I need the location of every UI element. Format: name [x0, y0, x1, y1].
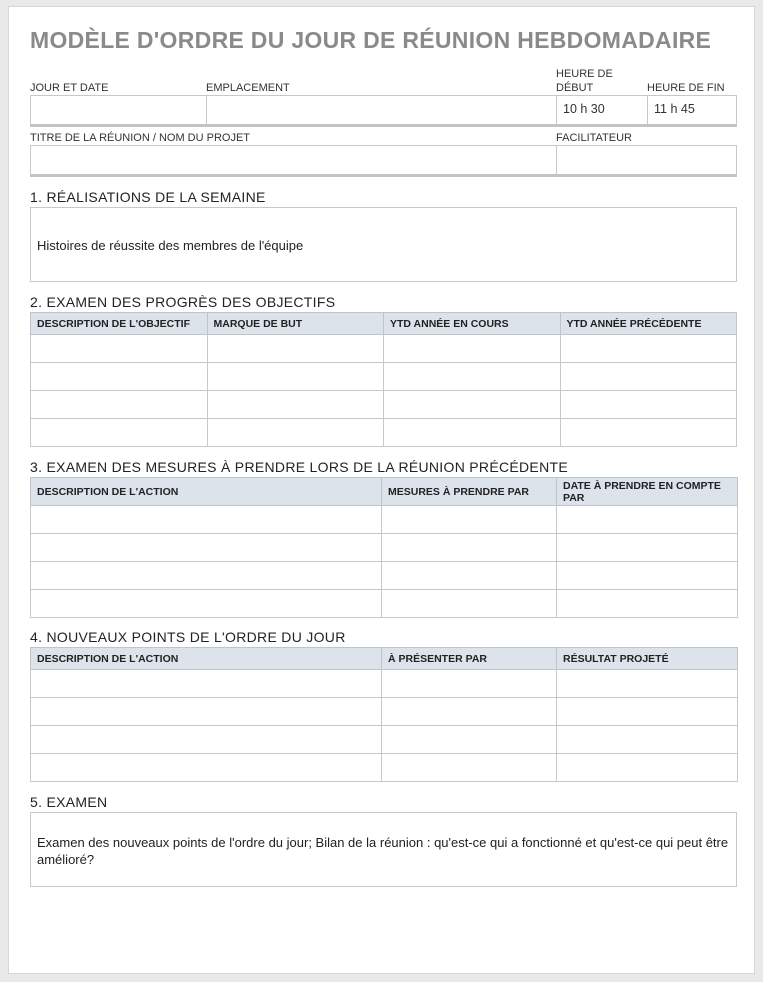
table-cell[interactable]: [382, 670, 557, 698]
table-cell[interactable]: [560, 391, 737, 419]
section1-notes[interactable]: [30, 207, 737, 282]
table-cell[interactable]: [31, 698, 382, 726]
table-row: [31, 534, 738, 562]
table-row: [31, 590, 738, 618]
table-cell[interactable]: [31, 534, 382, 562]
table-row: [31, 335, 737, 363]
column-header: RÉSULTAT PROJETÉ: [557, 648, 738, 670]
column-header: YTD ANNÉE PRÉCÉDENTE: [560, 313, 737, 335]
table-row: [31, 363, 737, 391]
table-cell[interactable]: [207, 335, 384, 363]
end-time-label: HEURE DE FIN: [647, 82, 725, 94]
table-header-row: [31, 648, 738, 670]
table-cell[interactable]: [557, 562, 738, 590]
end-time-field[interactable]: [647, 95, 737, 127]
section4-title: 4. NOUVEAUX POINTS DE L'ORDRE DU JOUR: [30, 629, 346, 645]
table-cell[interactable]: [557, 698, 738, 726]
table-cell[interactable]: [382, 726, 557, 754]
table-cell[interactable]: [384, 419, 561, 447]
section2-title: 2. EXAMEN DES PROGRÈS DES OBJECTIFS: [30, 294, 336, 310]
column-header: DESCRIPTION DE L'ACTION: [31, 648, 382, 670]
page-title: MODÈLE D'ORDRE DU JOUR DE RÉUNION HEBDOMADAIRE: [30, 27, 712, 53]
table-cell[interactable]: [384, 363, 561, 391]
table-cell[interactable]: [382, 754, 557, 782]
table-row: [31, 391, 737, 419]
column-header: MARQUE DE BUT: [207, 313, 384, 335]
table-cell[interactable]: [557, 754, 738, 782]
table-cell[interactable]: [207, 391, 384, 419]
date-field[interactable]: [30, 95, 207, 127]
table-row: [31, 698, 738, 726]
section1-text: Histoires de réussite des membres de l'équipe: [37, 238, 304, 253]
new-agenda-items-table: [30, 647, 738, 782]
table-cell[interactable]: [207, 363, 384, 391]
column-header: YTD ANNÉE EN COURS: [384, 313, 561, 335]
table-cell[interactable]: [31, 391, 208, 419]
table-cell[interactable]: [31, 363, 208, 391]
table-header-row: [31, 313, 737, 335]
column-header: MESURES À PRENDRE PAR: [382, 478, 557, 506]
previous-actions-table: [30, 477, 738, 618]
table-row: [31, 726, 738, 754]
table-cell[interactable]: [384, 391, 561, 419]
table-cell[interactable]: [557, 534, 738, 562]
column-header: DESCRIPTION DE L'ACTION: [31, 478, 382, 506]
table-cell[interactable]: [382, 562, 557, 590]
start-time-label-line1: HEURE DE: [556, 68, 613, 80]
column-header: À PRÉSENTER PAR: [382, 648, 557, 670]
table-cell[interactable]: [557, 726, 738, 754]
table-cell[interactable]: [382, 590, 557, 618]
column-header: DATE À PRENDRE EN COMPTE PAR: [557, 478, 738, 506]
table-cell[interactable]: [557, 506, 738, 534]
location-label: EMPLACEMENT: [206, 82, 290, 94]
table-cell[interactable]: [560, 363, 737, 391]
table-cell[interactable]: [382, 506, 557, 534]
end-time-value: 11 h 45: [654, 102, 695, 116]
section5-text: Examen des nouveaux points de l'ordre du jour; Bilan de la réunion : qu'est-ce qui a fonctionné et qu'est-ce qui peut être amélioré?: [37, 835, 729, 867]
location-value: [207, 96, 556, 102]
section5-title: 5. EXAMEN: [30, 794, 108, 810]
start-time-value: 10 h 30: [563, 102, 605, 116]
document-page: [8, 6, 755, 974]
table-cell[interactable]: [557, 590, 738, 618]
meeting-title-label: TITRE DE LA RÉUNION / NOM DU PROJET: [30, 132, 251, 144]
facilitator-label: FACILITATEUR: [556, 132, 632, 144]
table-cell[interactable]: [207, 419, 384, 447]
objectives-table: [30, 312, 737, 447]
table-cell[interactable]: [31, 335, 208, 363]
column-header: DESCRIPTION DE L'OBJECTIF: [31, 313, 208, 335]
table-cell[interactable]: [31, 562, 382, 590]
table-cell[interactable]: [560, 335, 737, 363]
table-cell[interactable]: [382, 698, 557, 726]
date-value: [31, 96, 206, 102]
table-row: [31, 670, 738, 698]
section5-notes[interactable]: [30, 812, 737, 887]
section1-title: 1. RÉALISATIONS DE LA SEMAINE: [30, 189, 266, 205]
table-cell[interactable]: [31, 419, 208, 447]
table-cell[interactable]: [31, 506, 382, 534]
table-row: [31, 506, 738, 534]
table-cell[interactable]: [557, 670, 738, 698]
table-header-row: [31, 478, 738, 506]
meeting-title-value: [31, 146, 556, 152]
location-field[interactable]: [206, 95, 557, 127]
section3-title: 3. EXAMEN DES MESURES À PRENDRE LORS DE LA RÉUNION PRÉCÉDENTE: [30, 459, 568, 475]
table-cell[interactable]: [384, 335, 561, 363]
table-cell[interactable]: [560, 419, 737, 447]
table-row: [31, 562, 738, 590]
facilitator-field[interactable]: [556, 145, 737, 177]
table-cell[interactable]: [382, 534, 557, 562]
start-time-label-line2: DÉBUT: [556, 82, 594, 94]
table-cell[interactable]: [31, 590, 382, 618]
table-cell[interactable]: [31, 754, 382, 782]
start-time-field[interactable]: [556, 95, 648, 127]
table-row: [31, 419, 737, 447]
table-cell[interactable]: [31, 726, 382, 754]
date-label: JOUR ET DATE: [30, 82, 109, 94]
meeting-title-field[interactable]: [30, 145, 557, 177]
table-cell[interactable]: [31, 670, 382, 698]
facilitator-value: [557, 146, 736, 152]
table-row: [31, 754, 738, 782]
